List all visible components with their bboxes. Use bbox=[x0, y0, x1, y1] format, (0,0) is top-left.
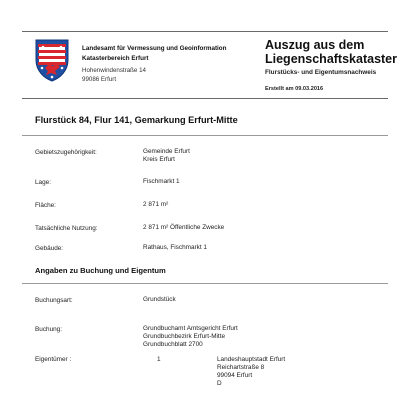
creation-date: Erstellt am 09.03.2016 bbox=[265, 86, 324, 92]
top-divider bbox=[22, 31, 388, 32]
field-value-municipality: Gemeinde Erfurt bbox=[143, 148, 190, 155]
thuringia-coat-of-arms-icon bbox=[33, 38, 71, 82]
document-title-line-2: Liegenschaftskataster bbox=[265, 52, 398, 66]
owner-name: Landeshauptstadt Erfurt bbox=[217, 356, 286, 363]
owner-city: 99094 Erfurt bbox=[217, 372, 253, 379]
field-label-booking-type: Buchungsart: bbox=[35, 297, 73, 304]
field-value-land-registry-office: Grundbuchamt Amtsgericht Erfurt bbox=[143, 325, 238, 332]
parcel-title: Flurstück 84, Flur 141, Gemarkung Erfurt-Mitte bbox=[35, 115, 238, 125]
field-value-district: Kreis Erfurt bbox=[143, 156, 175, 163]
field-value-registry-district: Grundbuchbezirk Erfurt-Mitte bbox=[143, 333, 226, 340]
owner-number: 1 bbox=[157, 356, 161, 363]
field-value-usage: 2 871 m² Öffentliche Zwecke bbox=[143, 224, 225, 231]
booking-section-divider bbox=[22, 283, 388, 284]
field-label-building: Gebäude: bbox=[35, 245, 64, 252]
field-label-location: Lage: bbox=[35, 179, 51, 186]
header-divider bbox=[22, 98, 388, 99]
field-label-usage: Tatsächliche Nutzung: bbox=[35, 225, 98, 232]
field-label-owner: Eigentümer : bbox=[35, 356, 72, 363]
field-value-location: Fischmarkt 1 bbox=[143, 178, 180, 185]
document-subtitle: Flurstücks- und Eigentumsnachweis bbox=[265, 69, 377, 76]
booking-section-title: Angaben zu Buchung und Eigentum bbox=[35, 266, 166, 275]
owner-street: Reichartstraße 8 bbox=[217, 364, 265, 371]
field-label-area: Gebietszugehörigkeit: bbox=[35, 149, 97, 156]
parcel-divider bbox=[22, 135, 388, 136]
field-label-booking: Buchung: bbox=[35, 326, 63, 333]
field-value-building: Rathaus, Fischmarkt 1 bbox=[143, 244, 207, 251]
org-department: Katasterbereich Erfurt bbox=[82, 55, 149, 62]
field-value-registry-sheet: Grundbuchblatt 2700 bbox=[143, 341, 203, 348]
field-value-booking-type: Grundstück bbox=[143, 296, 176, 303]
document-title-line-1: Auszug aus dem bbox=[265, 38, 365, 52]
owner-country: D bbox=[217, 380, 222, 387]
org-name: Landesamt für Vermessung und Geoinformation bbox=[82, 45, 227, 52]
field-value-area-size: 2 871 m² bbox=[143, 201, 169, 208]
org-street: Hohenwindenstraße 14 bbox=[82, 67, 146, 74]
field-label-area-size: Fläche: bbox=[35, 202, 56, 209]
org-city: 99086 Erfurt bbox=[82, 76, 117, 83]
